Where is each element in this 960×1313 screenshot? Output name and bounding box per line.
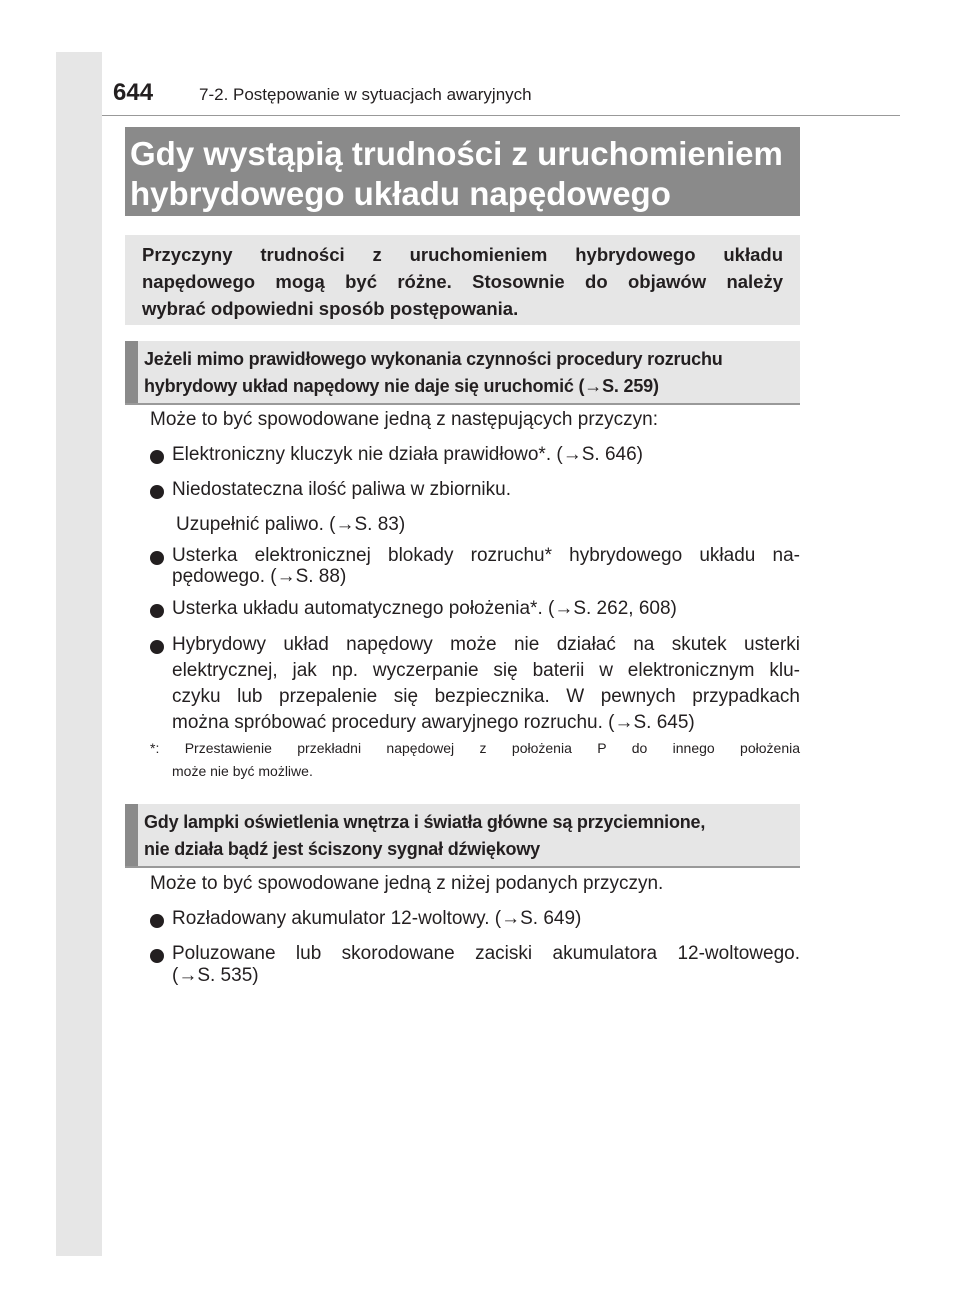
bullet-icon (150, 914, 164, 928)
bullet-icon (150, 949, 164, 963)
running-header: 7-2. Postępowanie w sytuacjach awaryjnych (199, 85, 532, 104)
intro-line-1: Przyczyny trudności z uruchomieniem hybrydowego układu (142, 244, 783, 265)
list-item-note: Uzupełnić paliwo. (→S. 83) (176, 514, 406, 535)
section-1-heading-line-1: Jeżeli mimo prawidłowego wykonania czynności procedury rozruchu (144, 349, 723, 369)
intro-line-3: wybrać odpowiedni sposób postępowania. (142, 298, 519, 319)
page-title-line-1: Gdy wystąpią trudności z uruchomieniem (130, 135, 783, 172)
list-item-continued: można spróbować procedury awaryjnego rozruchu. (→S. 645) (172, 712, 695, 733)
intro-box (125, 235, 800, 325)
section-2-heading-line-2: nie działa bądź jest ściszony sygnał dźwiękowy (144, 839, 540, 859)
section-2-heading-line-1: Gdy lampki oświetlenia wnętrza i światła główne są przyciemnione, (144, 812, 706, 832)
list-item: Rozładowany akumulator 12-woltowy. (→S. 649) (172, 908, 582, 929)
section-1-heading (125, 341, 800, 405)
section-2-lead: Może to być spowodowane jedną z niżej podanych przyczyn. (150, 873, 664, 894)
section-1-heading-line-2: hybrydowy układ napędowy nie daje się uruchomić (→S. 259) (144, 376, 659, 396)
page-title-line-2: hybrydowego układu napędowego (130, 175, 671, 212)
bullet-icon (150, 640, 164, 654)
section-1-lead: Może to być spowodowane jedną z następujących przyczyn: (150, 409, 658, 430)
list-item: Usterka układu automatycznego położenia*. (→S. 262, 608) (172, 598, 677, 619)
list-item: Usterka elektronicznej blokady rozruchu* hybrydowego układu na- (172, 545, 800, 566)
header-rule (102, 115, 900, 116)
bullet-icon (150, 604, 164, 618)
footnote: *: Przestawienie przekładni napędowej z położenia P do innego położenia (150, 740, 800, 756)
list-item-continued: czyku lub przepalenie się bezpiecznika. W pewnych przypadkach (172, 686, 800, 707)
list-item-continued: pędowego. (→S. 88) (172, 566, 347, 587)
list-item: Hybrydowy układ napędowy może nie działać na skutek usterki (172, 634, 800, 655)
list-item-continued: (→S. 535) (172, 965, 259, 986)
list-item: Elektroniczny kluczyk nie działa prawidłowo*. (→S. 646) (172, 444, 643, 465)
heading-accent-bar (125, 804, 138, 866)
bullet-icon (150, 450, 164, 464)
bullet-icon (150, 551, 164, 565)
list-item: Niedostateczna ilość paliwa w zbiorniku. (172, 479, 511, 500)
page-title (125, 127, 800, 216)
side-tab-strip (56, 52, 102, 1256)
list-item: Poluzowane lub skorodowane zaciski akumulatora 12-woltowego. (172, 943, 800, 964)
footnote-continued: może nie być możliwe. (172, 763, 313, 779)
intro-line-2: napędowego mogą być różne. Stosownie do objawów należy (142, 271, 783, 292)
list-item-continued: elektrycznej, jak np. wyczerpanie się baterii w elektronicznym klu- (172, 660, 800, 681)
page-number: 644 (113, 79, 154, 106)
heading-accent-bar (125, 341, 138, 403)
bullet-icon (150, 485, 164, 499)
section-2-heading (125, 804, 800, 868)
